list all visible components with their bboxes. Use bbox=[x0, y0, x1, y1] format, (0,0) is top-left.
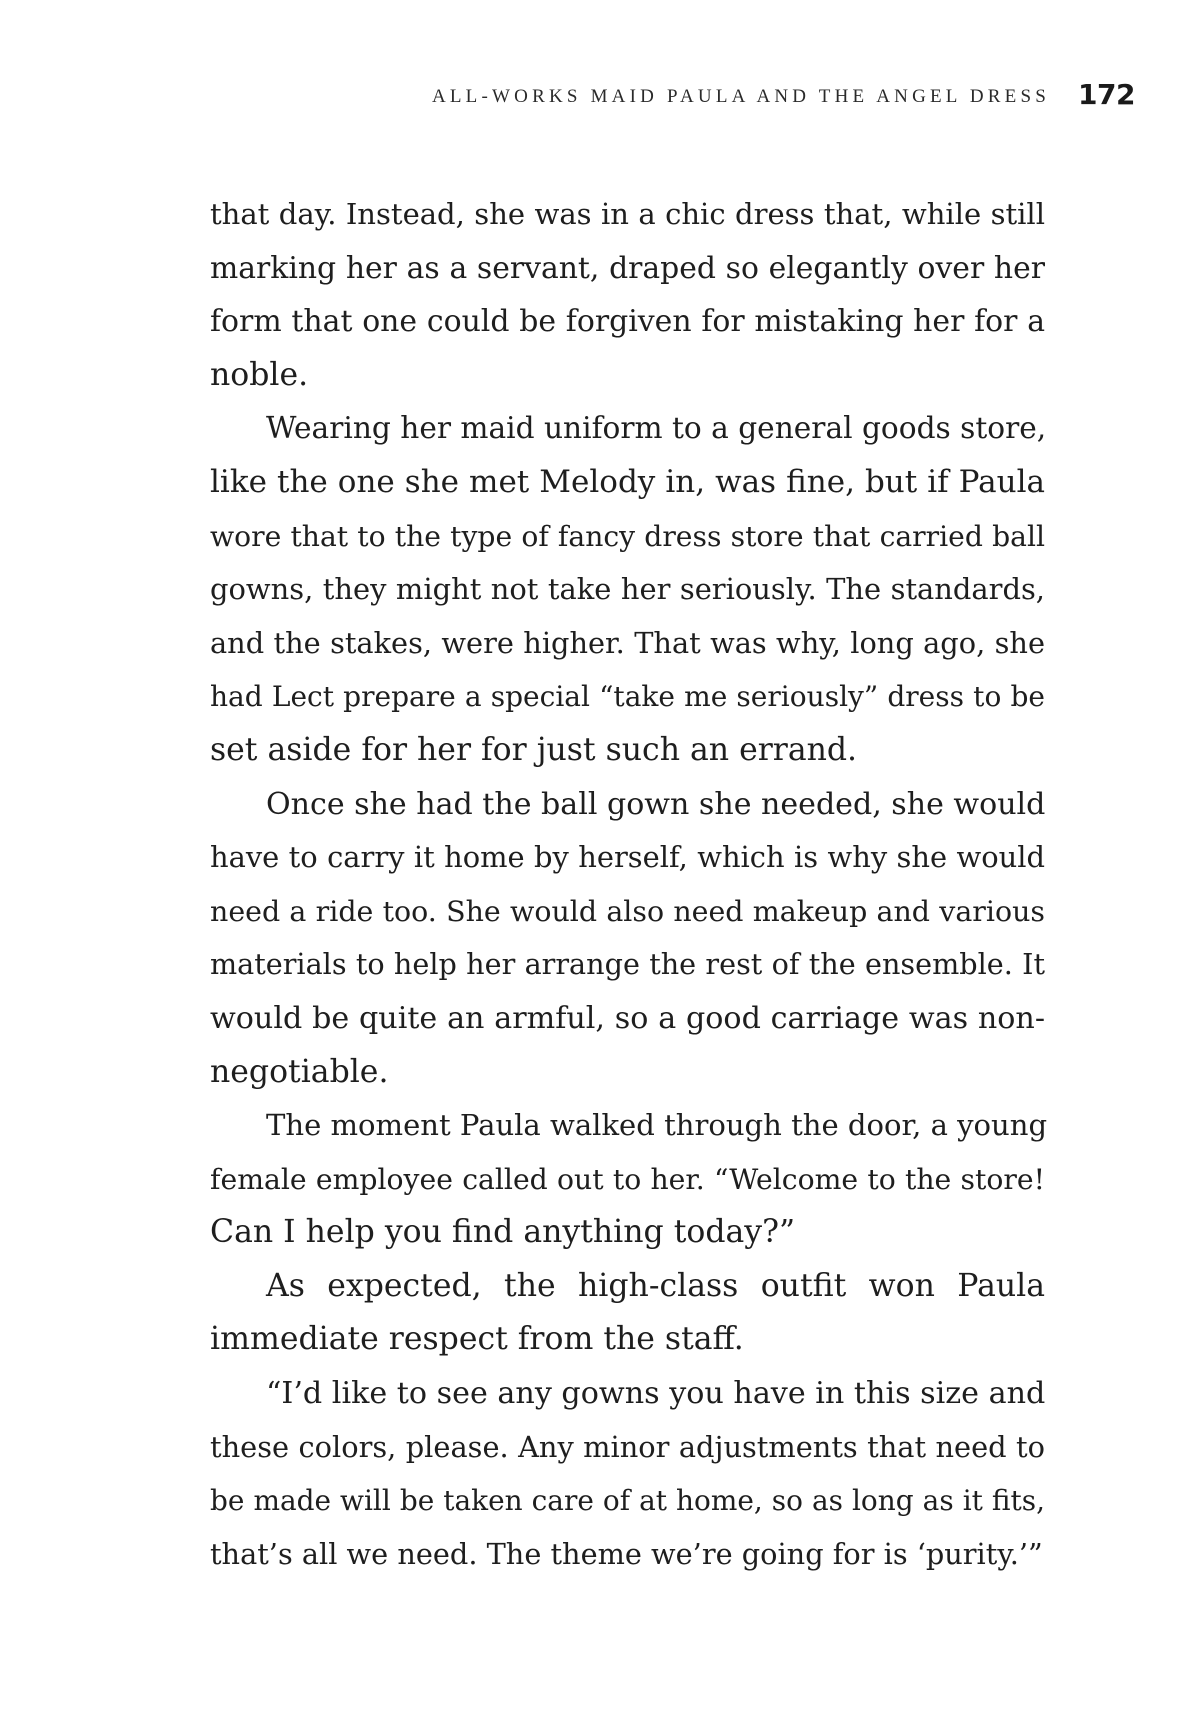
paragraph bbox=[210, 778, 1045, 1100]
text-line: need a ride too. She would also need makeup and various bbox=[210, 894, 1045, 928]
text-line: Once she had the ball gown she needed, she would bbox=[266, 786, 1046, 822]
paragraph bbox=[210, 1099, 1048, 1260]
text-line: these colors, please. Any minor adjustments that need to bbox=[210, 1429, 1045, 1464]
text-line: would be quite an armful, so a good carriage was non- bbox=[210, 1000, 1045, 1036]
text-line: noble. bbox=[210, 356, 309, 393]
text-line: materials to help her arrange the rest of the ensemble. It bbox=[210, 947, 1045, 982]
text-line: negotiable. bbox=[210, 1053, 389, 1090]
paragraph bbox=[210, 402, 1045, 777]
text-line: wore that to the type of fancy dress store that carried ball bbox=[210, 519, 1045, 553]
text-line: that day. Instead, she was in a chic dress that, while still bbox=[210, 197, 1045, 231]
paragraph bbox=[210, 1367, 1045, 1581]
body-text bbox=[210, 188, 1048, 1581]
text-line: gowns, they might not take her seriously. The standards, bbox=[210, 572, 1045, 607]
text-line: have to carry it home by herself, which is why she would bbox=[210, 840, 1045, 875]
text-line: “I’d like to see any gowns you have in this size and bbox=[266, 1376, 1046, 1412]
text-line: be made will be taken care of at home, so as long as it fits, bbox=[210, 1484, 1045, 1518]
text-line: that’s all we need. The theme we’re going for is ‘purity.’” bbox=[210, 1536, 1043, 1571]
text-line: and the stakes, were higher. That was why, long ago, she bbox=[210, 625, 1045, 660]
paragraph bbox=[210, 1260, 1045, 1367]
text-line: like the one she met Melody in, was fine, but if Paula bbox=[210, 463, 1045, 500]
text-line: As expected, the high-class outfit won Paula bbox=[266, 1267, 1045, 1304]
text-line: had Lect prepare a special “take me seriously” dress to be bbox=[210, 680, 1045, 714]
text-line: Wearing her maid uniform to a general goods store, bbox=[266, 411, 1047, 446]
paragraph bbox=[210, 188, 1045, 402]
running-head bbox=[0, 76, 1200, 116]
text-line: form that one could be forgiven for mistaking her for a bbox=[210, 304, 1045, 340]
text-line: Can I help you find anything today?” bbox=[210, 1214, 796, 1251]
text-line: female employee called out to her. “Welcome to the store! bbox=[210, 1162, 1045, 1196]
text-line: The moment Paula walked through the door, a young bbox=[266, 1108, 1048, 1143]
text-line: set aside for her for just such an errand. bbox=[210, 731, 858, 768]
running-title: ALL-WORKS MAID PAULA AND THE ANGEL DRESS bbox=[431, 86, 1050, 107]
page-number: 172 bbox=[1078, 78, 1135, 111]
text-line: marking her as a servant, draped so elegantly over her bbox=[210, 250, 1045, 286]
text-line: immediate respect from the staff. bbox=[210, 1321, 744, 1358]
